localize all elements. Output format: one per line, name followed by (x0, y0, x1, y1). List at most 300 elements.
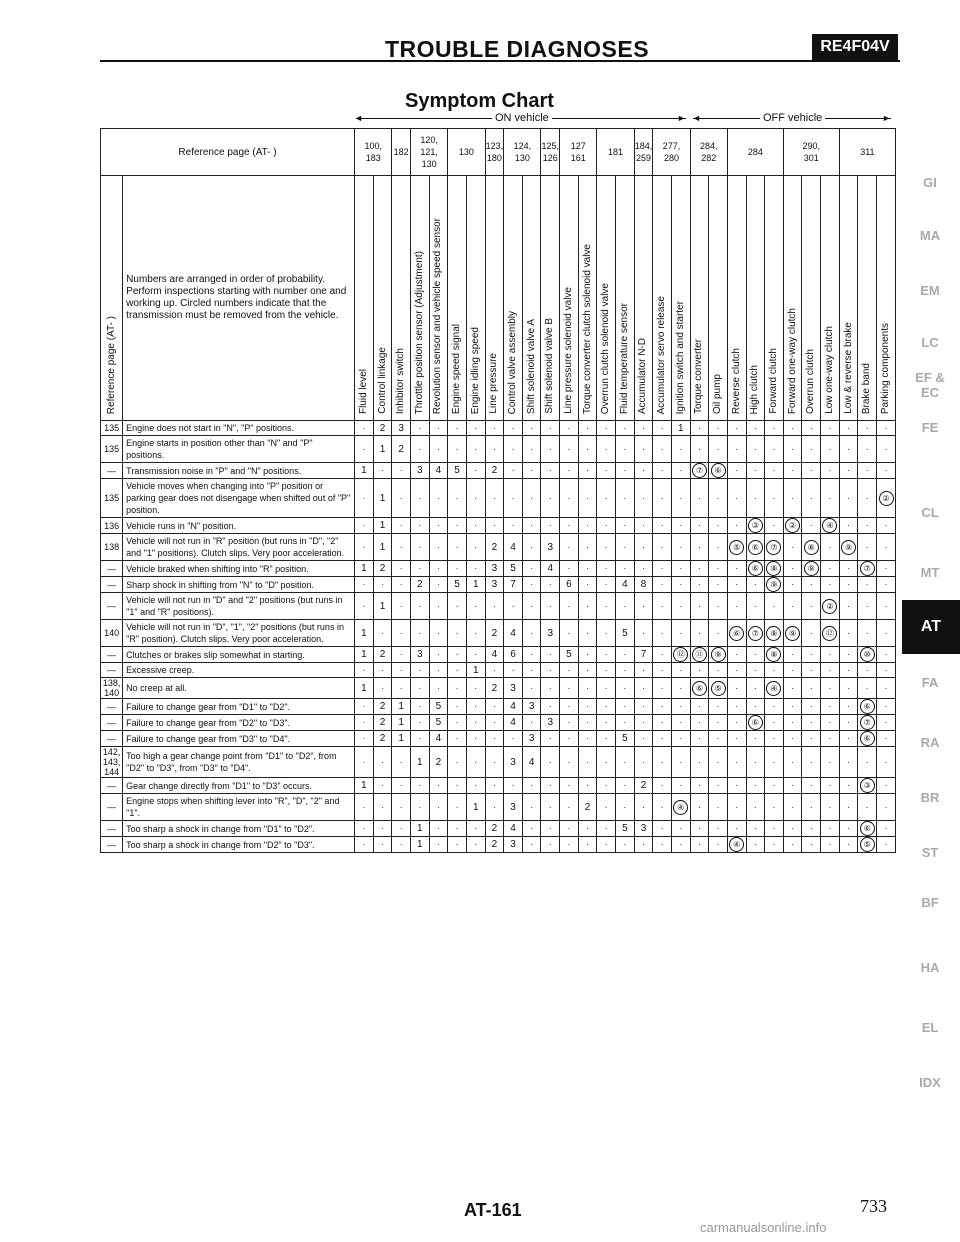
empty-dot: · (436, 801, 441, 813)
section-tab-em[interactable]: EM (920, 283, 940, 298)
probability-cell (578, 593, 597, 620)
probability-cell (653, 837, 672, 853)
section-tab-idx[interactable]: IDX (919, 1075, 941, 1090)
empty-dot: · (660, 664, 664, 676)
probability-cell (783, 620, 802, 647)
empty-dot: · (604, 839, 608, 850)
empty-dot: · (474, 733, 478, 744)
probability-cell (634, 479, 653, 518)
empty-dot: · (753, 465, 757, 476)
empty-dot: · (548, 422, 552, 434)
probability-cell (802, 620, 821, 647)
row-reference-page: — (101, 593, 123, 620)
probability-cell (783, 436, 802, 463)
probability-cell (373, 794, 392, 821)
symptom-row (101, 678, 896, 699)
probability-cell (671, 837, 690, 853)
column-header-row (101, 176, 896, 421)
probability-cell (802, 678, 821, 699)
probability-cell (485, 561, 504, 577)
probability-cell (839, 715, 858, 731)
probability-cell (765, 663, 784, 678)
probability-cell (821, 647, 840, 663)
probability-number: 4 (547, 563, 554, 574)
column-header-label: Overrun clutch (805, 348, 817, 414)
empty-dot: · (735, 422, 739, 434)
column-header-label: Reverse clutch (730, 347, 742, 414)
empty-dot: · (716, 492, 720, 504)
probability-cell (541, 837, 560, 853)
probability-cell (466, 463, 485, 479)
empty-dot: · (604, 600, 608, 612)
probability-cell (727, 699, 746, 715)
empty-dot: · (828, 839, 832, 850)
empty-dot: · (772, 733, 776, 744)
probability-cell (821, 463, 840, 479)
empty-dot: · (399, 823, 403, 834)
header-rule (100, 60, 900, 62)
probability-cell (877, 821, 896, 837)
probability-number: 3 (528, 701, 535, 712)
symptom-text: Failure to change gear from "D3" to "D4". (123, 731, 355, 747)
probability-cell (727, 821, 746, 837)
probability-cell (355, 561, 374, 577)
empty-dot: · (828, 756, 832, 768)
probability-cell (765, 731, 784, 747)
empty-dot: · (474, 443, 478, 455)
probability-cell (858, 731, 877, 747)
probability-cell (616, 747, 635, 778)
section-tab-gi[interactable]: GI (923, 175, 937, 190)
section-tab-br[interactable]: BR (920, 790, 940, 805)
empty-dot: · (511, 780, 515, 791)
probability-number: 1 (417, 756, 423, 768)
row-reference-page: 135 (101, 436, 123, 463)
probability-cell (783, 699, 802, 715)
empty-dot: · (436, 780, 441, 791)
probability-cell (765, 620, 784, 647)
probability-cell (746, 794, 765, 821)
probability-cell (485, 577, 504, 593)
probability-cell (746, 747, 765, 778)
probability-cell (709, 534, 728, 561)
empty-dot: · (492, 701, 497, 712)
probability-cell (429, 561, 448, 577)
section-tab-mt[interactable]: MT (920, 565, 940, 580)
probability-cell (690, 821, 709, 837)
probability-number: 2 (491, 541, 498, 553)
probability-cell (392, 699, 411, 715)
probability-cell (746, 699, 765, 715)
empty-dot: · (529, 780, 534, 791)
symptom-row (101, 731, 896, 747)
circled-probability: ⑦ (692, 463, 707, 478)
probability-cell (671, 699, 690, 715)
probability-cell (616, 436, 635, 463)
empty-dot: · (790, 682, 795, 694)
probability-number: 6 (566, 579, 572, 590)
probability-cell (877, 678, 896, 699)
probability-cell (448, 837, 467, 853)
symptom-text: Engine starts in position other than "N" and "P" positions. (123, 436, 355, 463)
empty-dot: · (660, 823, 664, 834)
probability-number: 5 (622, 823, 628, 834)
probability-cell (653, 620, 672, 647)
row-reference-page: 138, 140 (101, 678, 123, 699)
circled-probability: ④ (673, 800, 688, 815)
probability-cell (746, 463, 765, 479)
empty-dot: · (660, 717, 664, 728)
circled-probability: ⑥ (729, 626, 744, 641)
empty-dot: · (884, 649, 888, 660)
probability-cell (560, 463, 579, 479)
empty-dot: · (865, 627, 869, 639)
probability-cell (877, 577, 896, 593)
empty-dot: · (660, 443, 664, 455)
probability-number: 5 (510, 563, 516, 574)
probability-cell (690, 463, 709, 479)
empty-dot: · (362, 422, 366, 434)
probability-cell (541, 647, 560, 663)
symptom-text: Vehicle will not run in "D" and "2" positions (but runs in "1" and "R" positions). (123, 593, 355, 620)
probability-cell (373, 593, 392, 620)
probability-cell (485, 715, 504, 731)
probability-cell (504, 561, 523, 577)
probability-cell (522, 534, 541, 561)
circled-probability: ⑤ (860, 837, 875, 852)
empty-dot: · (436, 664, 441, 676)
circled-probability: ④ (729, 837, 744, 852)
empty-dot: · (716, 717, 720, 728)
empty-dot: · (790, 756, 795, 768)
empty-dot: · (585, 579, 590, 590)
probability-cell (392, 436, 411, 463)
empty-dot: · (399, 664, 403, 676)
section-tab-cl[interactable]: CL (921, 505, 939, 520)
probability-cell (858, 837, 877, 853)
section-tab-ma[interactable]: MA (919, 228, 941, 243)
empty-dot: · (455, 443, 459, 455)
probability-cell (709, 821, 728, 837)
symptom-text: Engine does not start in "N", "P" positions. (123, 421, 355, 436)
probability-cell (466, 731, 485, 747)
empty-dot: · (362, 492, 366, 504)
empty-dot: · (529, 649, 534, 660)
empty-dot: · (362, 839, 366, 850)
empty-dot: · (418, 627, 422, 639)
probability-cell (429, 731, 448, 747)
probability-cell (392, 663, 411, 678)
column-header-label: Shift solenoid valve B (544, 318, 556, 414)
empty-dot: · (436, 649, 441, 660)
empty-dot: · (529, 563, 534, 574)
probability-cell (355, 678, 374, 699)
probability-number: 5 (566, 649, 572, 660)
section-tab-el[interactable]: EL (921, 1020, 939, 1035)
empty-dot: · (585, 682, 590, 694)
probability-cell (765, 561, 784, 577)
empty-dot: · (585, 541, 590, 553)
empty-dot: · (362, 756, 366, 768)
reference-page-cell: 130 (448, 129, 485, 176)
section-tab-fa[interactable]: FA (921, 675, 939, 690)
empty-dot: · (455, 733, 459, 744)
empty-dot: · (790, 422, 795, 434)
probability-cell (802, 463, 821, 479)
probability-cell (802, 747, 821, 778)
empty-dot: · (492, 733, 497, 744)
probability-cell (653, 794, 672, 821)
probability-cell (746, 678, 765, 699)
column-header (485, 176, 504, 421)
empty-dot: · (790, 492, 795, 504)
probability-cell (429, 518, 448, 534)
probability-cell (653, 593, 672, 620)
section-tab-ra[interactable]: RA (920, 735, 940, 750)
empty-dot: · (660, 756, 664, 768)
probability-cell (504, 715, 523, 731)
empty-dot: · (679, 579, 683, 590)
probability-cell (690, 663, 709, 678)
circled-probability: ⑦ (860, 715, 875, 730)
probability-cell (410, 620, 429, 647)
empty-dot: · (623, 664, 627, 676)
probability-cell (373, 678, 392, 699)
probability-number: 1 (398, 717, 404, 728)
reference-page-cell: 124, 130 (504, 129, 541, 176)
empty-dot: · (585, 717, 590, 728)
probability-cell (839, 534, 858, 561)
probability-cell (355, 534, 374, 561)
symptom-row (101, 715, 896, 731)
probability-number: 2 (640, 780, 647, 791)
empty-dot: · (772, 600, 776, 612)
empty-dot: · (790, 823, 795, 834)
probability-cell (541, 479, 560, 518)
probability-cell (410, 436, 429, 463)
probability-cell (653, 663, 672, 678)
probability-number: 4 (510, 717, 516, 728)
probability-cell (504, 577, 523, 593)
empty-dot: · (846, 839, 851, 850)
probability-number: 2 (417, 579, 423, 590)
empty-dot: · (418, 801, 422, 813)
off-vehicle-label: OFF vehicle (760, 112, 825, 124)
probability-cell (839, 731, 858, 747)
section-tab-fe[interactable]: FE (921, 420, 939, 435)
probability-cell (560, 479, 579, 518)
probability-cell (355, 778, 374, 794)
probability-cell (485, 747, 504, 778)
probability-cell (578, 463, 597, 479)
empty-dot: · (418, 701, 422, 712)
probability-cell (858, 436, 877, 463)
empty-dot: · (697, 780, 702, 791)
empty-dot: · (455, 563, 459, 574)
probability-cell (858, 593, 877, 620)
probability-cell (858, 699, 877, 715)
empty-dot: · (735, 600, 739, 612)
section-tab-lc[interactable]: LC (921, 335, 939, 350)
probability-cell (858, 421, 877, 436)
probability-cell (821, 593, 840, 620)
empty-dot: · (660, 627, 664, 639)
probability-cell (392, 561, 411, 577)
probability-cell (355, 518, 374, 534)
probability-cell (522, 518, 541, 534)
probability-number: 7 (640, 649, 647, 660)
section-tab-ha[interactable]: HA (920, 960, 940, 975)
probability-cell (560, 821, 579, 837)
probability-cell (727, 620, 746, 647)
site-watermark: carmanualsonline.info (700, 1220, 827, 1235)
probability-cell (355, 663, 374, 678)
empty-dot: · (511, 492, 515, 504)
empty-dot: · (585, 443, 590, 455)
row-reference-page: 138 (101, 534, 123, 561)
probability-cell (466, 421, 485, 436)
section-tab-bf[interactable]: BF (921, 895, 939, 910)
empty-dot: · (697, 717, 702, 728)
empty-dot: · (660, 733, 664, 744)
empty-dot: · (753, 579, 757, 590)
probability-cell (578, 747, 597, 778)
empty-dot: · (772, 492, 776, 504)
empty-dot: · (735, 520, 739, 531)
probability-cell (727, 479, 746, 518)
empty-dot: · (809, 579, 813, 590)
probability-cell (597, 561, 616, 577)
empty-dot: · (716, 823, 720, 834)
empty-dot: · (679, 520, 683, 531)
empty-dot: · (790, 579, 795, 590)
empty-dot: · (790, 701, 795, 712)
empty-dot: · (492, 443, 497, 455)
empty-dot: · (474, 649, 478, 660)
left-arrow-icon: ◄ (354, 113, 363, 123)
probability-cell (671, 778, 690, 794)
probability-cell (653, 479, 672, 518)
probability-number: 1 (677, 422, 684, 434)
symptom-row (101, 463, 896, 479)
probability-cell (783, 647, 802, 663)
probability-cell (821, 663, 840, 678)
probability-cell (858, 747, 877, 778)
column-header (653, 176, 672, 421)
reference-page-vertical-label (101, 176, 123, 421)
section-tab-at[interactable]: AT (902, 600, 960, 654)
empty-dot: · (623, 756, 627, 768)
probability-cell (373, 837, 392, 853)
probability-cell (783, 715, 802, 731)
reference-page-cell: 284 (727, 129, 783, 176)
empty-dot: · (735, 465, 739, 476)
probability-cell (429, 577, 448, 593)
symptom-row (101, 647, 896, 663)
probability-cell (392, 715, 411, 731)
symptom-text: Vehicle will not run in "D", "1", "2" positions (but runs in "R" position). Clutch slips. Very poor acceleration. (123, 620, 355, 647)
probability-cell (466, 479, 485, 518)
probability-cell (485, 821, 504, 837)
symptom-row (101, 518, 896, 534)
probability-cell (821, 794, 840, 821)
column-header-label: Fluid temperature sensor (618, 302, 630, 414)
probability-cell (709, 479, 728, 518)
probability-cell (671, 647, 690, 663)
probability-cell (373, 699, 392, 715)
empty-dot: · (679, 733, 683, 744)
probability-cell (541, 534, 560, 561)
column-header (858, 176, 877, 421)
empty-dot: · (641, 465, 646, 476)
empty-dot: · (697, 756, 702, 768)
empty-dot: · (455, 649, 459, 660)
probability-cell (765, 747, 784, 778)
probability-cell (858, 479, 877, 518)
probability-cell (783, 837, 802, 853)
probability-cell (392, 647, 411, 663)
empty-dot: · (641, 541, 646, 553)
probability-number: 1 (361, 627, 367, 639)
empty-dot: · (623, 649, 627, 660)
probability-number: 5 (454, 579, 460, 590)
probability-cell (373, 463, 392, 479)
probability-cell (839, 561, 858, 577)
section-tab-efec[interactable]: EF & EC (915, 370, 945, 400)
probability-cell (634, 837, 653, 853)
empty-dot: · (828, 492, 832, 504)
empty-dot: · (884, 756, 888, 768)
empty-dot: · (604, 756, 608, 768)
empty-dot: · (735, 717, 739, 728)
probability-cell (690, 593, 709, 620)
probability-cell (727, 731, 746, 747)
probability-cell (746, 577, 765, 593)
section-tab-st[interactable]: ST (921, 845, 939, 860)
probability-cell (821, 699, 840, 715)
probability-cell (671, 821, 690, 837)
probability-cell (522, 778, 541, 794)
probability-cell (858, 778, 877, 794)
probability-cell (765, 794, 784, 821)
empty-dot: · (436, 541, 441, 553)
empty-dot: · (418, 520, 422, 531)
empty-dot: · (623, 422, 627, 434)
probability-cell (429, 534, 448, 561)
column-header (578, 176, 597, 421)
probability-cell (448, 794, 467, 821)
empty-dot: · (474, 717, 478, 728)
probability-number: 3 (417, 465, 423, 476)
empty-dot: · (623, 443, 627, 455)
probability-number: 6 (510, 649, 516, 660)
empty-dot: · (753, 756, 757, 768)
column-header-label: Accumulator servo release (656, 295, 668, 414)
empty-dot: · (362, 579, 366, 590)
probability-cell (783, 518, 802, 534)
empty-dot: · (436, 682, 441, 694)
probability-number: 3 (417, 649, 423, 660)
empty-dot: · (567, 717, 571, 728)
probability-cell (429, 479, 448, 518)
probability-cell (877, 479, 896, 518)
empty-dot: · (660, 801, 664, 813)
empty-dot: · (399, 563, 403, 574)
empty-dot: · (604, 422, 608, 434)
right-arrow-icon: ► (882, 113, 891, 123)
empty-dot: · (567, 443, 571, 455)
probability-cell (429, 794, 448, 821)
